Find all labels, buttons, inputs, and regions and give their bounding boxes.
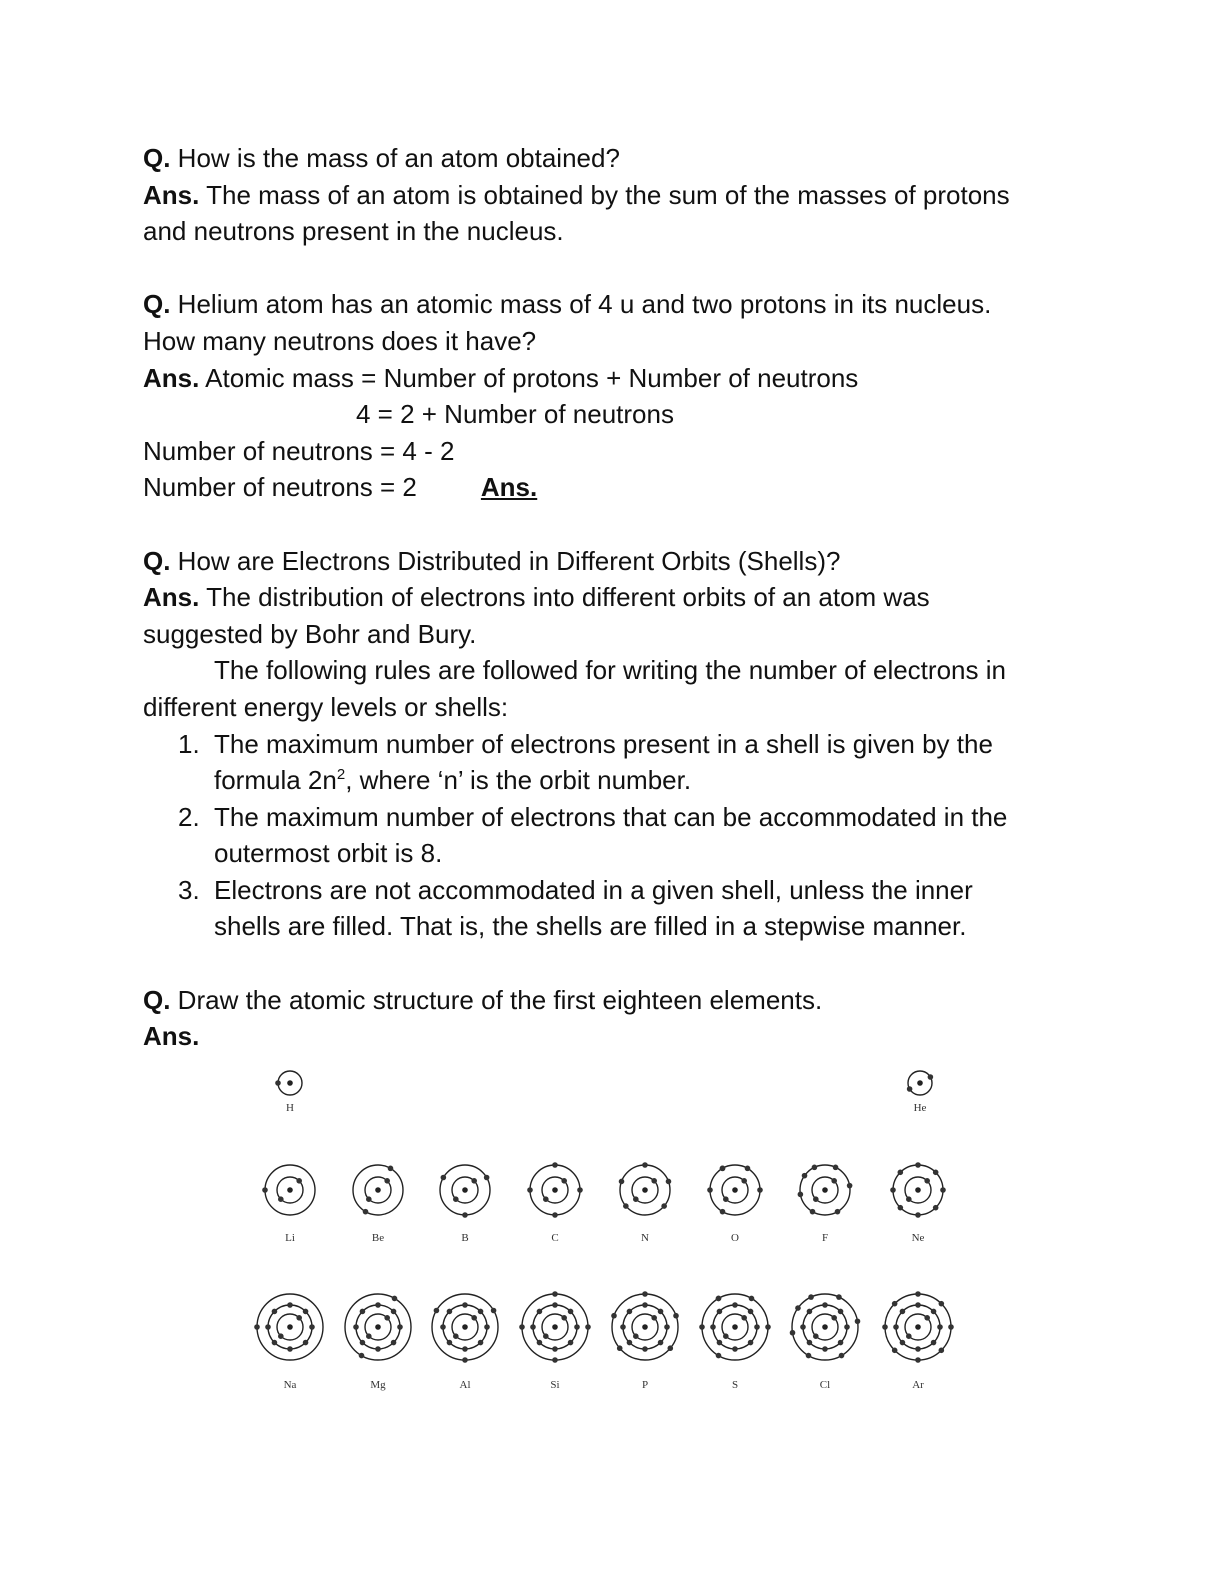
atom-f-icon bbox=[796, 1161, 854, 1219]
q-prefix: Q. bbox=[143, 545, 171, 576]
atom-label: C bbox=[551, 1232, 559, 1244]
q3-question: Q. How are Electrons Distributed in Different Orbits (Shells)? bbox=[143, 545, 841, 576]
atom-o-icon bbox=[706, 1161, 764, 1219]
atom-li-icon bbox=[261, 1161, 319, 1219]
atom-ar-icon bbox=[881, 1290, 955, 1364]
q2-question-cont: How many neutrons does it have? bbox=[143, 325, 537, 356]
atom-label: Na bbox=[283, 1379, 297, 1391]
q4-answer bbox=[143, 1018, 1083, 1055]
atom-cl-icon bbox=[788, 1290, 862, 1364]
atom-label: F bbox=[821, 1232, 829, 1244]
atom-na-icon bbox=[253, 1290, 327, 1364]
q2-step: Number of neutrons = 4 - 2 bbox=[143, 435, 455, 466]
atom-label: H bbox=[286, 1102, 294, 1114]
ans-prefix: Ans. bbox=[143, 362, 200, 393]
q3-paragraph-cont: different energy levels or shells: bbox=[143, 691, 509, 722]
atom-label: O bbox=[731, 1232, 739, 1244]
atom-label: Ne bbox=[911, 1232, 925, 1244]
ans-prefix: Ans. bbox=[143, 1021, 200, 1052]
atom-p-icon bbox=[608, 1290, 682, 1364]
atom-label: B bbox=[461, 1232, 469, 1244]
rule-item: 1. The maximum number of electrons present in a shell is given by the formula $2n^2$, where ‘n’ is the orbit number. bbox=[178, 728, 993, 796]
atom-label: Cl bbox=[819, 1379, 831, 1391]
ans-prefix: Ans. bbox=[143, 582, 200, 613]
q3-answer: Ans. The distribution of electrons into different orbits of an atom was bbox=[143, 582, 930, 613]
atom-c-icon bbox=[526, 1161, 584, 1219]
rules-list bbox=[143, 726, 1083, 946]
q2-result: Number of neutrons = 2 Ans. bbox=[143, 472, 538, 503]
atom-label: S bbox=[731, 1379, 739, 1391]
document-page bbox=[143, 140, 1083, 1055]
q-prefix: Q. bbox=[143, 143, 171, 173]
atom-label: P bbox=[641, 1379, 649, 1391]
q2-equation: 4 = 2 + Number of neutrons bbox=[356, 399, 674, 430]
atom-b-icon bbox=[436, 1161, 494, 1219]
atom-n-icon bbox=[616, 1161, 674, 1219]
atom-label: He bbox=[913, 1102, 927, 1114]
superscript: 2 bbox=[336, 766, 346, 784]
atom-label: Si bbox=[550, 1379, 560, 1391]
atom-h-icon bbox=[274, 1067, 306, 1099]
atom-al-icon bbox=[428, 1290, 502, 1364]
q3-paragraph: The following rules are followed for writing the number of electrons in bbox=[214, 655, 1006, 686]
atom-label: Li bbox=[285, 1232, 295, 1244]
ans-prefix: Ans. bbox=[143, 179, 200, 210]
q1-answer: Ans. The mass of an atom is obtained by the sum of the masses of protons bbox=[143, 179, 1010, 210]
atom-label: N bbox=[641, 1232, 649, 1244]
atom-he-icon bbox=[904, 1067, 936, 1099]
q1-question: Q. How is the mass of an atom obtained? bbox=[143, 143, 620, 173]
q4-question: Q. Draw the atomic structure of the first eighteen elements. bbox=[143, 984, 823, 1015]
q2-answer: Ans. Atomic mass = Number of protons + Number of neutrons bbox=[143, 362, 859, 393]
q2-question: Q. Helium atom has an atomic mass of 4 u and two protons in its nucleus. bbox=[143, 289, 992, 320]
rule-item: 3. Electrons are not accommodated in a given shell, unless the inner shells are filled. That is, the shells are filled in a stepwise manner. bbox=[178, 874, 973, 942]
q-prefix: Q. bbox=[143, 289, 171, 320]
atom-ne-icon bbox=[889, 1161, 947, 1219]
q-prefix: Q. bbox=[143, 984, 171, 1015]
atom-label: Al bbox=[459, 1379, 471, 1391]
rule-item: 2. The maximum number of electrons that can be accommodated in the outermost orbit is 8. bbox=[178, 801, 1008, 869]
answer-tag: Ans. bbox=[480, 472, 538, 503]
atom-be-icon bbox=[349, 1161, 407, 1219]
atom-mg-icon bbox=[341, 1290, 415, 1364]
atom-label: Ar bbox=[912, 1379, 924, 1391]
atom-label: Mg bbox=[370, 1379, 386, 1391]
atom-label: Be bbox=[371, 1232, 385, 1244]
atom-si-icon bbox=[518, 1290, 592, 1364]
q3-answer-cont: suggested by Bohr and Bury. bbox=[143, 618, 477, 649]
atom-s-icon bbox=[698, 1290, 772, 1364]
q1-answer-cont: and neutrons present in the nucleus. bbox=[143, 216, 564, 247]
